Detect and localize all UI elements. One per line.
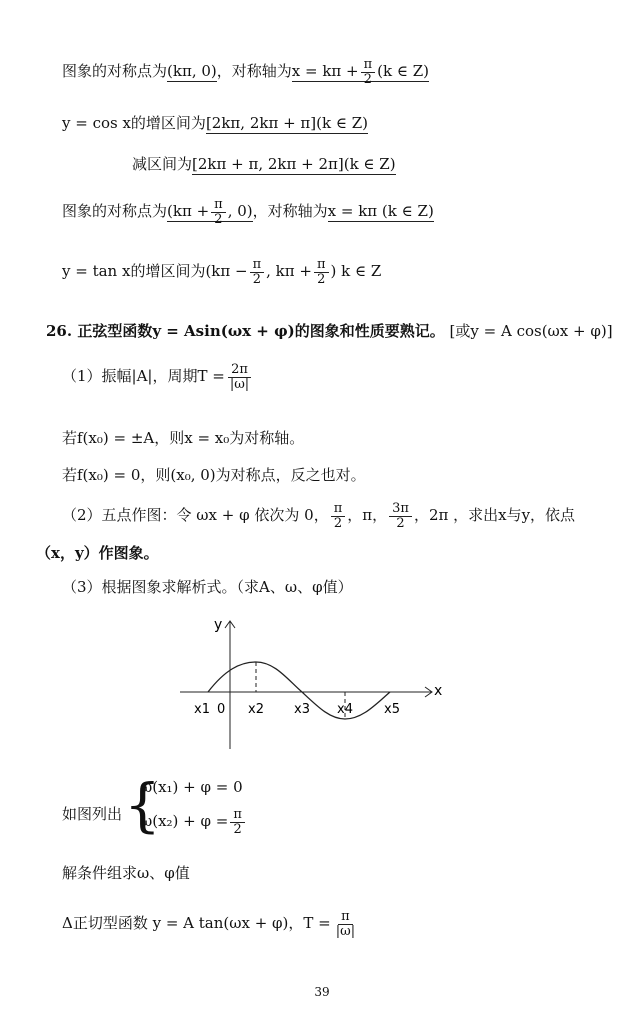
num: 3π bbox=[389, 502, 412, 517]
line-tangent-period bbox=[62, 910, 360, 938]
tick-label: x4 bbox=[337, 702, 353, 717]
line-solve: 解条件组求ω、φ值 bbox=[62, 864, 190, 882]
text: , kπ + bbox=[266, 262, 312, 281]
fraction bbox=[211, 198, 226, 226]
line-plot-points: （x，y）作图象。 bbox=[36, 544, 159, 562]
fraction bbox=[230, 808, 245, 836]
den: |ω| bbox=[229, 376, 250, 392]
fraction bbox=[227, 363, 252, 391]
section-heading-26 bbox=[46, 320, 613, 341]
num: π bbox=[250, 258, 265, 273]
sine-graph bbox=[170, 615, 450, 755]
text: (kπ + bbox=[167, 202, 210, 221]
sym-point bbox=[167, 197, 253, 227]
text: ，2π ，求出x与y，依点 bbox=[413, 506, 576, 525]
text: （1）振幅|A|，周期T = bbox=[62, 367, 225, 386]
x-label: x bbox=[434, 683, 443, 699]
text: y = cos x的增区间为 bbox=[62, 114, 206, 132]
sym-axis bbox=[291, 57, 430, 87]
num: π bbox=[230, 808, 245, 823]
text: ，对称轴为 bbox=[252, 202, 328, 221]
den: 2 bbox=[233, 821, 242, 837]
text: 减区间为 bbox=[132, 155, 193, 173]
line-cos-decrease bbox=[132, 153, 396, 174]
num: π bbox=[331, 502, 346, 517]
num: π bbox=[361, 58, 376, 73]
den: 2 bbox=[214, 211, 223, 227]
text: Δ正切型函数 y = A tan(ωx + φ)，T = bbox=[62, 914, 331, 933]
num: π bbox=[314, 258, 329, 273]
text: , 0) bbox=[227, 202, 253, 221]
fraction bbox=[314, 258, 329, 286]
text: (k ∈ Z) bbox=[343, 155, 396, 173]
text: ，π， bbox=[347, 506, 388, 525]
text: (k ∈ Z) bbox=[316, 114, 368, 132]
tick-label: x3 bbox=[294, 702, 310, 717]
line-sin-symmetry bbox=[62, 58, 429, 86]
den: |ω| bbox=[335, 923, 356, 939]
left-brace: { bbox=[124, 771, 161, 839]
text: ) k ∈ Z bbox=[330, 262, 382, 281]
text: [或y = A cos(ωx + φ)] bbox=[449, 322, 613, 340]
heading: 26. 正弦型函数y = Asin(ωx + φ)的图象和性质要熟记。 bbox=[46, 322, 445, 340]
fraction bbox=[389, 502, 412, 530]
text: y = tan x的增区间为 bbox=[62, 262, 206, 281]
text: x = kπ + bbox=[291, 62, 359, 81]
line-tan-increase bbox=[62, 258, 381, 286]
line-find-formula: （3）根据图象求解析式。（求A、ω、φ值） bbox=[62, 578, 353, 596]
line-cos-increase bbox=[62, 112, 368, 133]
equation-1: ω(x₁) + φ = 0 bbox=[140, 778, 243, 796]
text: (kπ − bbox=[205, 262, 248, 281]
num: π bbox=[338, 910, 353, 925]
text: （2）五点作图：令 ωx + φ 依次为 0， bbox=[62, 506, 329, 525]
den: 2 bbox=[317, 271, 326, 287]
tick-label: x1 bbox=[194, 702, 210, 717]
line-amplitude-period bbox=[62, 363, 254, 391]
fraction bbox=[250, 258, 265, 286]
line-cos-symmetry bbox=[62, 198, 434, 226]
page-number: 39 bbox=[314, 985, 330, 999]
sym-axis: x = kπ (k ∈ Z) bbox=[327, 202, 434, 221]
text: 图象的对称点为 bbox=[62, 62, 168, 81]
text: 图象的对称点为 bbox=[62, 202, 168, 221]
text: (k ∈ Z) bbox=[377, 62, 430, 81]
text: ω(x₂) + φ = bbox=[140, 812, 229, 831]
interval: [2kπ, 2kπ + π] bbox=[205, 114, 317, 132]
fraction bbox=[333, 910, 358, 938]
line-point-condition: 若f(x₀) = 0，则(x₀, 0)为对称点，反之也对。 bbox=[62, 466, 366, 484]
line-system-label: 如图列出 bbox=[62, 805, 123, 823]
num: 2π bbox=[228, 363, 251, 378]
den: 2 bbox=[396, 515, 405, 531]
tick-label: x5 bbox=[384, 702, 400, 717]
num: π bbox=[211, 198, 226, 213]
den: 2 bbox=[363, 71, 373, 87]
sym-point: (kπ, 0) bbox=[167, 62, 217, 81]
fraction bbox=[331, 502, 346, 530]
den: 2 bbox=[252, 271, 261, 287]
den: 2 bbox=[333, 515, 343, 531]
text: ，对称轴为 bbox=[216, 62, 292, 81]
fraction bbox=[361, 58, 376, 86]
line-axis-condition: 若f(x₀) = ±A，则x = x₀为对称轴。 bbox=[62, 429, 305, 447]
origin-label: 0 bbox=[217, 702, 226, 717]
y-label: y bbox=[214, 617, 223, 633]
equation-2 bbox=[140, 808, 247, 836]
line-five-point bbox=[62, 502, 575, 530]
interval: [2kπ + π, 2kπ + 2π] bbox=[192, 155, 344, 173]
tick-label: x2 bbox=[248, 702, 264, 717]
